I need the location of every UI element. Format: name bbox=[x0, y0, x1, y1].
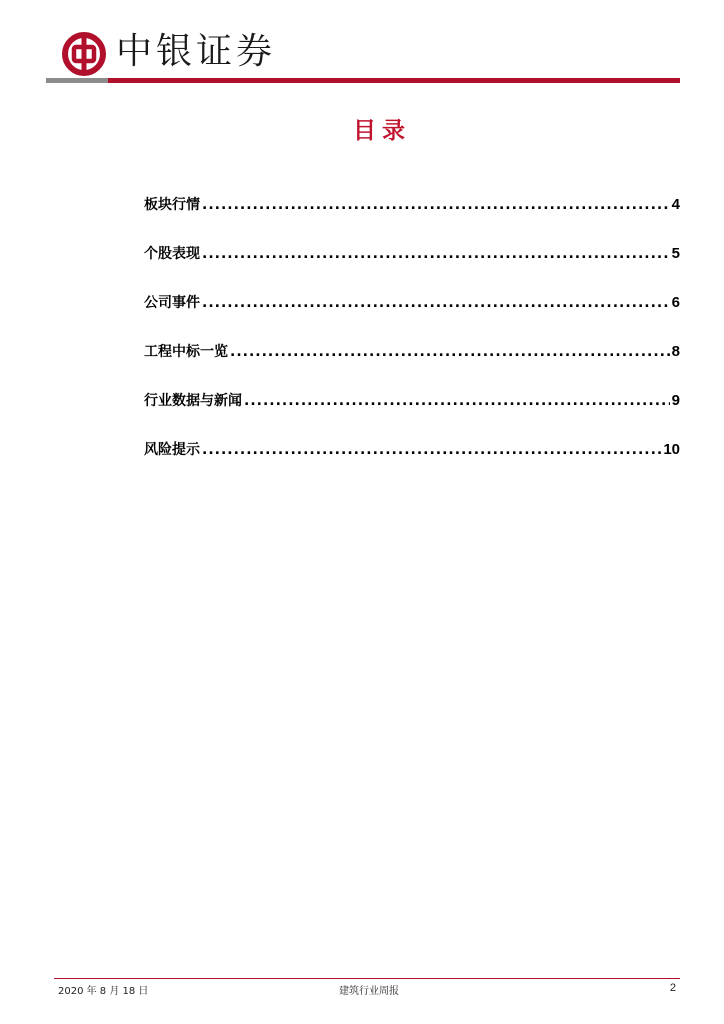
toc-dot-leader bbox=[202, 293, 670, 315]
toc-entry-page: 4 bbox=[671, 196, 680, 213]
header-rule-gray bbox=[46, 78, 108, 83]
toc-entry-page: 8 bbox=[671, 343, 680, 360]
toc-entry-label: 板块行情 bbox=[144, 197, 200, 213]
footer-report-title: 建筑行业周报 bbox=[339, 986, 399, 997]
toc-entry[interactable] bbox=[144, 168, 680, 217]
toc-dot-leader bbox=[244, 391, 670, 413]
toc-entry-label: 个股表现 bbox=[144, 246, 200, 262]
toc-entry[interactable] bbox=[144, 266, 680, 315]
toc-dot-leader bbox=[202, 244, 670, 266]
toc-entry-label: 工程中标一览 bbox=[144, 344, 228, 360]
page-header bbox=[0, 0, 724, 90]
bank-of-china-logo-icon bbox=[61, 31, 107, 77]
footer-date: 2020 年 8 月 18 日 bbox=[58, 986, 149, 997]
toc-entry-page: 5 bbox=[671, 245, 680, 262]
toc-entry-page: 9 bbox=[671, 392, 680, 409]
toc-entry-page: 6 bbox=[671, 294, 680, 311]
toc-dot-leader bbox=[230, 342, 670, 364]
footer-rule bbox=[54, 978, 680, 979]
table-of-contents bbox=[144, 168, 680, 462]
header-rule-red bbox=[108, 78, 680, 83]
toc-entry-label: 行业数据与新闻 bbox=[144, 393, 242, 409]
toc-entry[interactable] bbox=[144, 315, 680, 364]
toc-dot-leader bbox=[202, 440, 661, 462]
footer-page-number: 2 bbox=[669, 982, 676, 994]
toc-entry[interactable] bbox=[144, 364, 680, 413]
page-footer bbox=[58, 982, 680, 998]
toc-dot-leader bbox=[202, 195, 670, 217]
toc-title: 目录 bbox=[353, 118, 411, 144]
brand-name: 中银证券 bbox=[116, 31, 277, 72]
toc-entry-label: 公司事件 bbox=[144, 295, 200, 311]
toc-entry-label: 风险提示 bbox=[144, 442, 200, 458]
toc-entry[interactable] bbox=[144, 217, 680, 266]
toc-entry-page: 10 bbox=[663, 441, 680, 458]
toc-entry[interactable] bbox=[144, 413, 680, 462]
